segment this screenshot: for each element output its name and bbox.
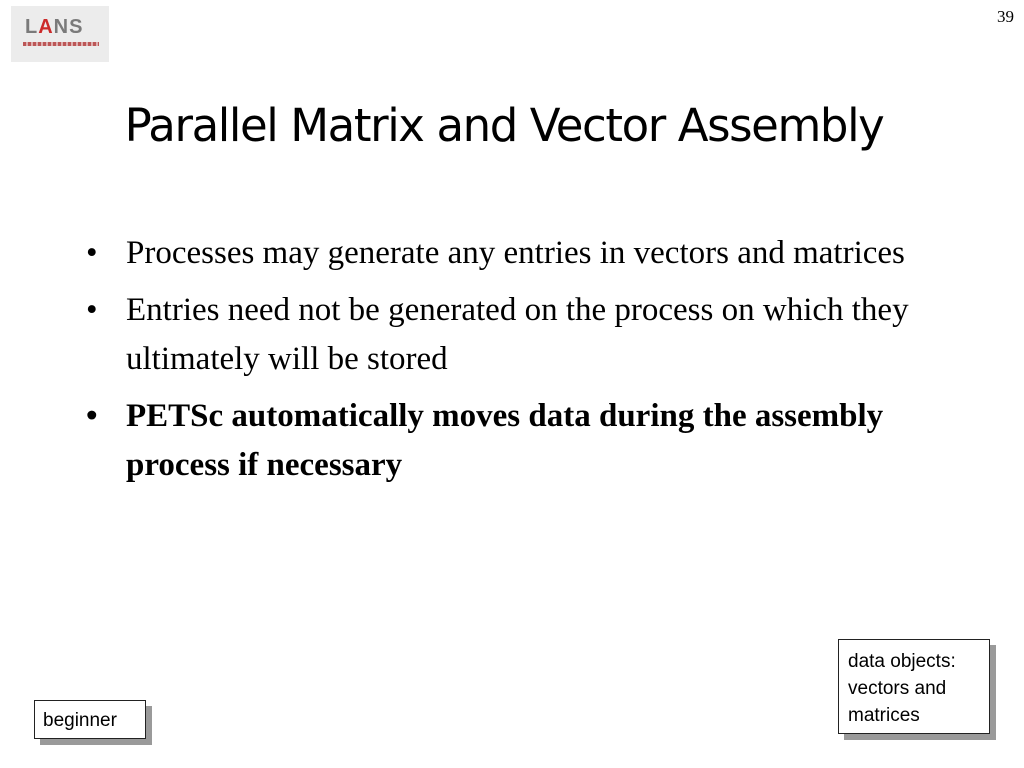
bullet-dot: • bbox=[86, 292, 98, 328]
bullet-dot: • bbox=[86, 398, 98, 434]
page-number: 39 bbox=[997, 7, 1014, 26]
level-tag-text: beginner bbox=[43, 710, 117, 731]
topic-tag-box bbox=[838, 639, 990, 734]
topic-tag-line: vectors and bbox=[848, 678, 947, 699]
bullet-item bbox=[86, 286, 966, 384]
lans-logo bbox=[11, 6, 109, 62]
bullet-list bbox=[86, 229, 966, 498]
bullet-item bbox=[86, 392, 966, 490]
topic-tag-line: matrices bbox=[848, 705, 920, 726]
level-tag-box bbox=[34, 700, 146, 739]
bullet-item bbox=[86, 229, 966, 278]
logo-wordmark: LANS bbox=[25, 16, 84, 38]
bullet-text: PETSc automatically moves data during the assembly process if necessary bbox=[126, 398, 884, 483]
topic-tag-line: data objects: bbox=[848, 651, 956, 672]
bullet-dot: • bbox=[86, 235, 98, 271]
slide-title: Parallel Matrix and Vector Assembly bbox=[124, 99, 884, 152]
logo-tagline-strip bbox=[23, 42, 99, 46]
bullet-text: Processes may generate any entries in vectors and matrices bbox=[126, 235, 905, 271]
bullet-text: Entries need not be generated on the process on which they ultimately will be stored bbox=[126, 292, 909, 377]
